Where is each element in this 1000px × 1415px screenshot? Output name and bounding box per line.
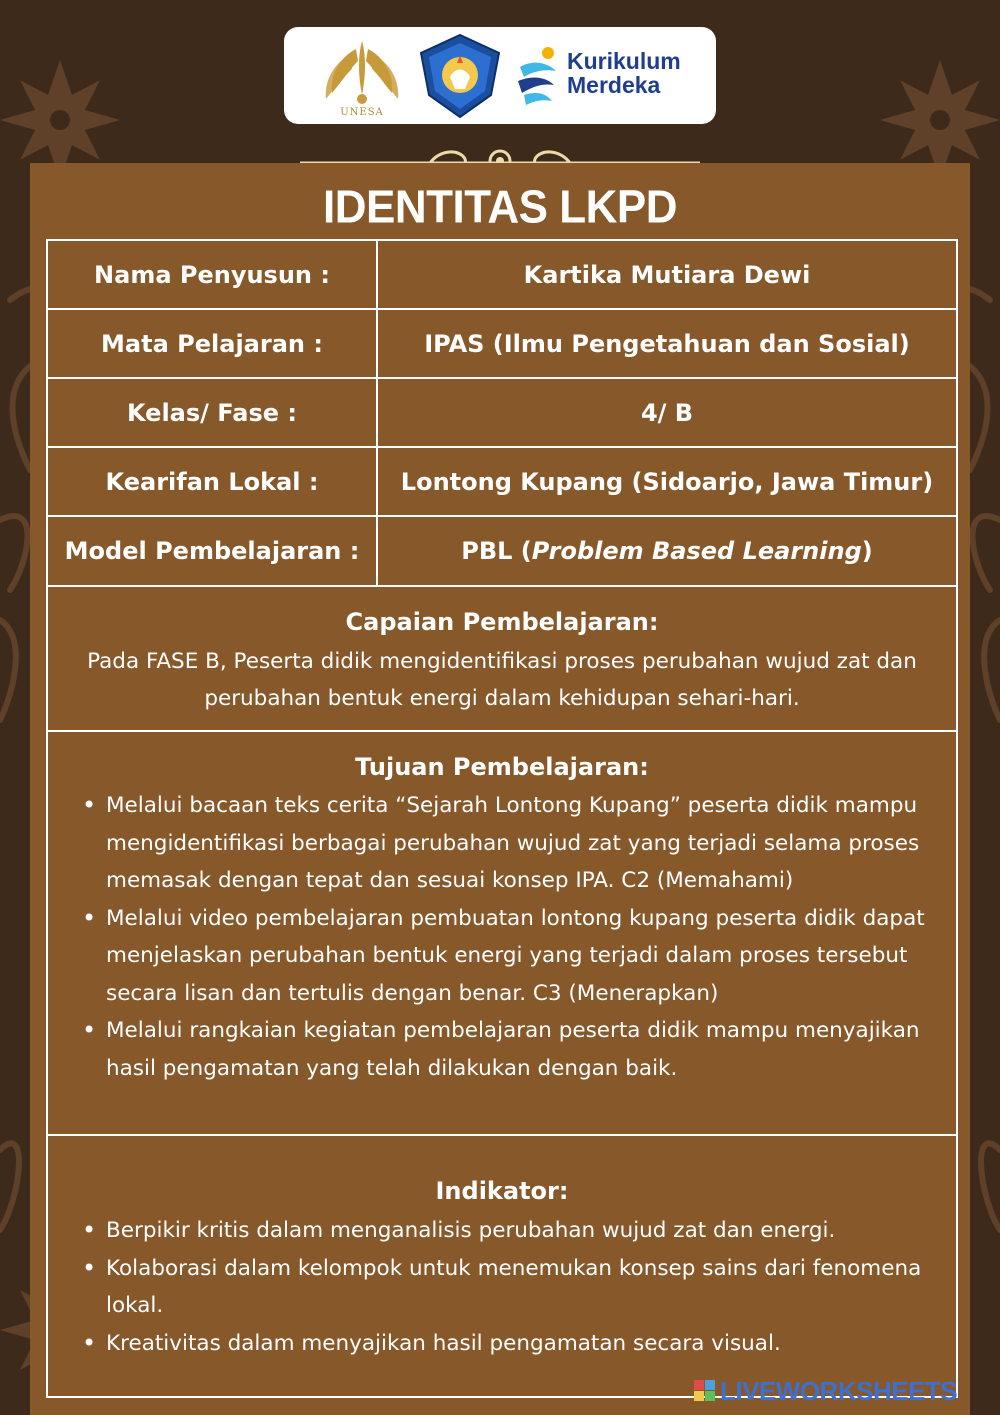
logo-bar (284, 27, 716, 124)
row-value (378, 517, 956, 585)
indikator-list (106, 1212, 946, 1362)
tut-wuri-handayani-logo (417, 33, 503, 119)
row-label: Kearifan Lokal : (48, 448, 378, 515)
list-item: • Melalui video pembelajaran pembuatan lontong kupang peserta didik dapat menjelaskan perubahan bentuk energi yang terjadi dalam proses tersebut secara lisan dan tertulis dengan benar. C3 (Menerapkan) (106, 900, 946, 1013)
value-prefix: PBL ( (461, 537, 532, 565)
indikator-heading: Indikator: (435, 1177, 569, 1205)
indikator-section (46, 1136, 958, 1398)
watermark-text: LIVEWORKSHEETS (720, 1376, 958, 1406)
table-row (48, 379, 956, 448)
tujuan-heading: Tujuan Pembelajaran: (355, 753, 649, 781)
row-value: 4/ B (640, 398, 694, 427)
list-item: • Melalui rangkaian kegiatan pembelajaran peserta didik mampu menyajikan hasil pengamatan yang telah dilakukan dengan baik. (106, 1012, 946, 1087)
unesa-label: UNESA (340, 107, 384, 118)
row-label: Mata Pelajaran : (48, 310, 378, 377)
table-row (48, 241, 956, 310)
table-row (48, 310, 956, 379)
kurikulum-line1: Kurikulum (567, 48, 681, 74)
value-suffix: ) (861, 537, 873, 565)
row-value: Lontong Kupang (Sidoarjo, Jawa Timur) (400, 467, 934, 496)
tujuan-list (106, 787, 946, 1087)
liveworksheets-watermark (694, 1378, 994, 1404)
list-item: • Melalui bacaan teks cerita “Sejarah Lontong Kupang” peserta didik mampu mengidentifikasi berbagai perubahan wujud zat yang terjadi selama proses memasak dengan tepat dan sesuai konsep IPA. C2 (Memahami) (106, 787, 946, 900)
kurikulum-line2: Merdeka (567, 72, 661, 98)
identity-table (46, 239, 958, 587)
tujuan-section (46, 732, 958, 1136)
row-label: Model Pembelajaran : (48, 517, 378, 585)
list-item: • Kreativitas dalam menyajikan hasil pengamatan secara visual. (106, 1325, 946, 1363)
list-item: • Kolaborasi dalam kelompok untuk menemukan konsep sains dari fenomena lokal. (106, 1250, 946, 1325)
row-value: IPAS (Ilmu Pengetahuan dan Sosial) (424, 329, 910, 358)
unesa-logo (320, 35, 404, 119)
kurikulum-merdeka-wordmark (567, 49, 681, 97)
value-italic: Problem Based Learning (531, 537, 862, 565)
capaian-heading: Capaian Pembelajaran: (345, 608, 659, 636)
table-row (48, 448, 956, 517)
kurikulum-merdeka-icon (514, 45, 564, 107)
page-title: IDENTITAS LKPD (323, 181, 677, 234)
capaian-section (46, 587, 958, 732)
row-value: Kartika Mutiara Dewi (523, 260, 811, 289)
capaian-text: Pada FASE B, Peserta didik mengidentifikasi proses perubahan wujud zat dan perubahan bentuk energi dalam kehidupan sehari-hari. (87, 649, 917, 711)
row-label: Nama Penyusun : (48, 241, 378, 308)
table-row (48, 517, 956, 585)
liveworksheets-logo-icon (694, 1380, 716, 1402)
list-item: • Berpikir kritis dalam menganalisis perubahan wujud zat dan energi. (106, 1212, 946, 1250)
row-label: Kelas/ Fase : (48, 379, 378, 446)
